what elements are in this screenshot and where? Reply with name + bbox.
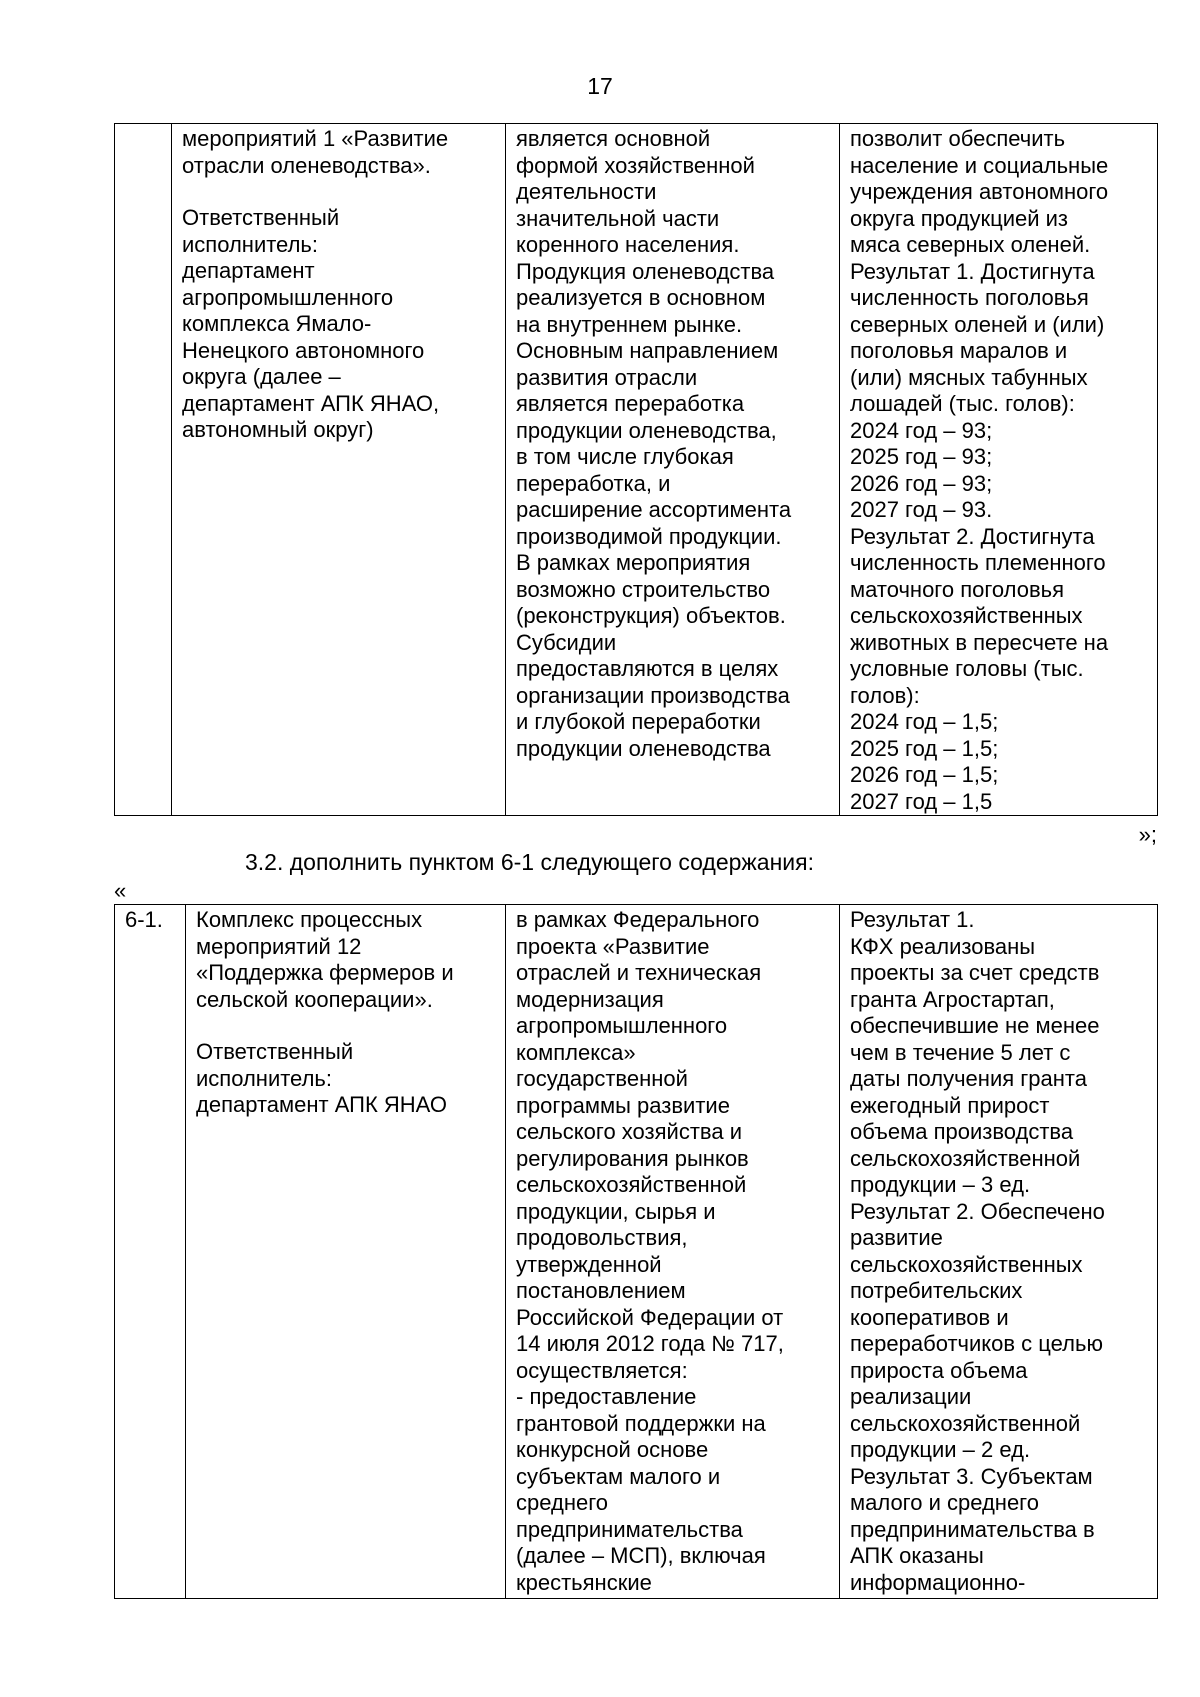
measure-description: является основной формой хозяйственной деятельности значительной части коренного населения. Продукция оленеводства реализуется в основном на внутреннем рынке. Основным направлением развития отрасли является переработка продукции оленеводства, в том числе глубокая переработка, и расширение ассортимента производимой продукции. В рамках мероприятия возможно строительство (реконструкция) объектов. Субсидии предоставляются в целях организации производства и глубокой переработки продукции оленеводства bbox=[516, 126, 792, 761]
row-number-cell bbox=[115, 905, 186, 1599]
amendment-heading: 3.2. дополнить пунктом 6-1 следующего содержания: bbox=[245, 849, 814, 875]
responsible-executor: Ответственный исполнитель: департамент агропромышленного комплекса Ямало- Ненецкого автономного округа (далее – департамент АПК ЯНАО, автономный округ) bbox=[182, 205, 440, 442]
row-number: 6-1. bbox=[125, 907, 163, 932]
measure-name: Комплекс процессных мероприятий 12 «Поддержка фермеров и сельской кооперации». bbox=[196, 907, 454, 1012]
measure-name: мероприятий 1 «Развитие отрасли оленеводства». bbox=[182, 126, 449, 178]
measure-description: в рамках Федерального проекта «Развитие отраслей и техническая модернизация агропромышленного комплекса» государственной программы развитие сельского хозяйства и регулирования рынков сельскохозяйственной продукции, сырья и продовольствия, утвержденной постановлением Российской Федерации от 14 июля 2012 года № 717, осуществляется: - предоставление грантовой поддержки на конкурсной основе субъектам малого и среднего предпринимательства (далее – МСП), включая крестьянские bbox=[516, 907, 784, 1595]
measure-results-cell bbox=[840, 905, 1158, 1599]
measures-table-new-item bbox=[114, 904, 1158, 1599]
measure-name-cell bbox=[186, 905, 506, 1599]
measure-description-cell bbox=[506, 905, 840, 1599]
measures-table-continued bbox=[114, 123, 1158, 816]
measure-results-cell bbox=[840, 124, 1158, 816]
row-number-cell bbox=[115, 124, 172, 816]
table-row bbox=[115, 905, 1158, 1599]
responsible-executor: Ответственный исполнитель: департамент АПК ЯНАО bbox=[196, 1039, 447, 1117]
opening-quote: « bbox=[114, 878, 127, 903]
measure-results: позволит обеспечить население и социальные учреждения автономного округа продукцией из мяса северных оленей. Результат 1. Достигнута численность поголовья северных оленей и (или) поголовья маралов и (или) мясных табунных лошадей (тыс. голов): 2024 год – 93; 2025 год – 93; 2026 год – 93; 2027 год – 93. Результат 2. Достигнута численность племенного маточного поголовья сельскохозяйственных животных в пересчете на условные головы (тыс. голов): 2024 год – 1,5; 2025 год – 1,5; 2026 год – 1,5; 2027 год – 1,5 bbox=[850, 126, 1109, 814]
measure-results: Результат 1. КФХ реализованы проекты за счет средств гранта Агростартап, обеспечившие не менее чем в течение 5 лет с даты получения гранта ежегодный прирост объема производства сельскохозяйственной продукции – 3 ед. Результат 2. Обеспечено развитие сельскохозяйственных потребительских кооперативов и переработчиков с целью прироста объема реализации сельскохозяйственной продукции – 2 ед. Результат 3. Субъектам малого и среднего предпринимательства в АПК оказаны информационно- bbox=[850, 907, 1105, 1595]
closing-quote: »; bbox=[1138, 822, 1157, 847]
measure-name-cell bbox=[172, 124, 506, 816]
table-row bbox=[115, 124, 1158, 816]
page-number: 17 bbox=[587, 73, 613, 99]
measure-description-cell bbox=[506, 124, 840, 816]
